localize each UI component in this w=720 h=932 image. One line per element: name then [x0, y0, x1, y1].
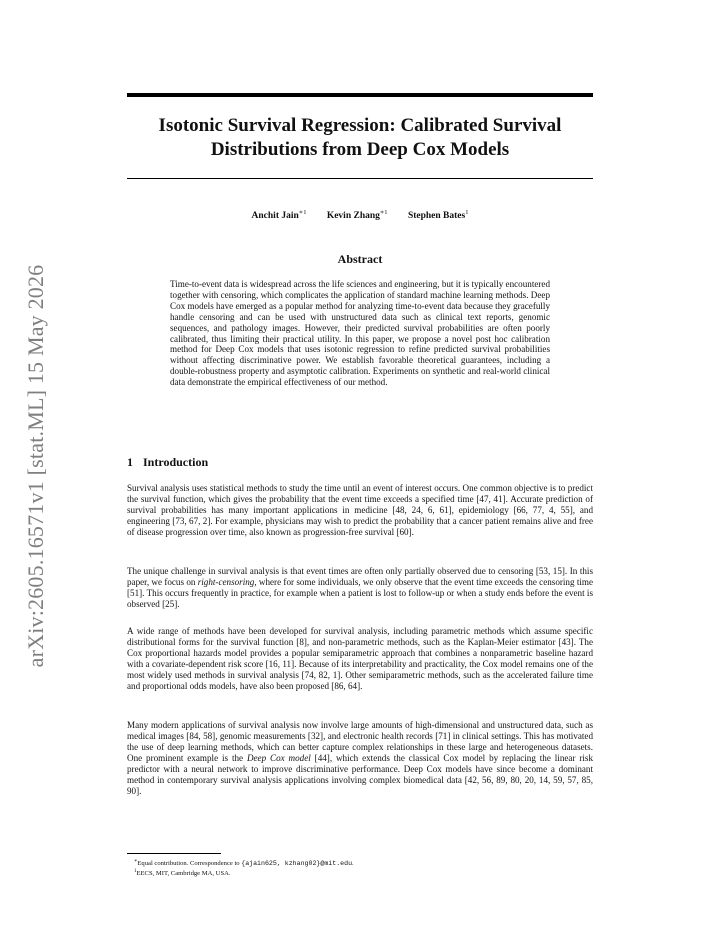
author-2-mark: ∗1	[379, 209, 388, 216]
author-1-name: Anchit Jain	[251, 211, 299, 222]
title-top-rule	[127, 93, 593, 97]
author-list	[127, 208, 593, 221]
p4-emphasis: Deep Cox model	[246, 753, 311, 763]
author-3-mark: 1	[465, 209, 469, 216]
footnote-2-mark: 1	[134, 869, 137, 874]
title-bottom-rule	[127, 178, 593, 179]
author-2-name: Kevin Zhang	[326, 211, 380, 222]
p4-text-a: Many modern applications of survival analysis now involve large amounts of high-dimensional and unstructured data, such as medical images [84, 58], genomic measurements [32], and electronic health records [71] in clinical settings. This has motivated the use of deep learning methods, which can better capture complex relationships in these large and heterogeneous datasets. One prominent example is the	[127, 720, 593, 763]
section-heading	[127, 455, 208, 470]
section-title: Introduction	[143, 455, 209, 469]
footnote-2-text: EECS, MIT, Cambridge MA, USA.	[136, 870, 231, 878]
section-number: 1	[127, 455, 133, 469]
footnote-1-text: Equal contribution. Correspondence to	[137, 860, 242, 868]
abstract-body: Time-to-event data is widespread across the life sciences and engineering, but it is typically encountered together with censoring, which complicates the application of standard machine learning methods. Deep Cox models have emerged as a popular method for analyzing time-to-event data because they gracefully handle censoring and can be used with unstructured data such as clinical text reports, genomic sequences, and pathology images. However, their predicted survival probabilities are often poorly calibrated, thus limiting their practical utility. In this paper, we propose a novel post hoc calibration method for Deep Cox models that uses isotonic regression to refine predicted survival probabilities without affecting discriminative power. We establish favorable theoretical guarantees, including a double-robustness property and asymptotic calibration. Experiments on synthetic and real-world clinical data demonstrate the empirical effectiveness of our method.	[170, 279, 550, 388]
title-line-2: Distributions from Deep Cox Models	[210, 139, 510, 160]
arxiv-side-stamp: arXiv:2605.16571v1 [stat.ML] 15 May 2026	[23, 264, 48, 668]
intro-paragraph-2	[127, 566, 593, 610]
author-1	[252, 211, 307, 221]
author-1-mark: ∗1	[298, 209, 307, 216]
p2-emphasis: right-censoring	[197, 577, 255, 587]
footnote-2	[134, 868, 231, 878]
footnote-1-mark: ∗	[134, 859, 138, 864]
paper-title	[127, 114, 593, 162]
footnote-1	[134, 858, 354, 868]
footnote-1-email[interactable]: {ajain625, kzhang02}@mit.edu	[241, 860, 353, 868]
author-2	[327, 211, 388, 221]
intro-paragraph-3: A wide range of methods have been developed for survival analysis, including parametric methods which assume specific distributional forms for the survival function [8], and non-parametric methods, such as the Kaplan-Meier estimator [43]. The Cox proportional hazards model provides a popular semiparametric approach that combines a nonparametric baseline hazard with a covariate-dependent risk score [16, 11]. Because of its interpretability and practicality, the Cox model remains one of the most widely used methods in survival analysis [74, 82, 1]. Other semiparametric methods, such as the accelerated failure time and proportional odds models, have also been proposed [86, 64].	[127, 626, 593, 691]
intro-paragraph-1: Survival analysis uses statistical methods to study the time until an event of interest occurs. One common objective is to predict the survival function, which gives the probability that the event time exceeds a specified time [47, 41]. Accurate prediction of survival probabilities has many important applications in medicine [48, 24, 6, 61], epidemiology [66, 77, 4, 55], and engineering [73, 67, 2]. For example, physicians may wish to predict the probability that a cancer patient remains alive and free of disease progression over time, also known as progression-free survival [60].	[127, 483, 593, 537]
p2-text-b: , where for some individuals, we only observe that the event time exceeds the censoring time [51]. This occurs frequently in practice, for example when a patient is lost to follow-up or when a study ends before the event is observed [25].	[127, 577, 593, 609]
footnote-1-end: .	[352, 860, 354, 868]
intro-paragraph-4	[127, 720, 593, 797]
abstract-heading: Abstract	[337, 252, 383, 266]
title-line-1: Isotonic Survival Regression: Calibrated Survival	[158, 115, 562, 136]
author-3-name: Stephen Bates	[407, 211, 466, 222]
author-3	[408, 211, 469, 221]
p2-text-a: The unique challenge in survival analysis is that event times are often only partially observed due to censoring [53, 15]. In this paper, we focus on	[127, 566, 593, 587]
p4-text-b: [44], which extends the classical Cox model by replacing the linear risk predictor with a neural network to improve discriminative performance. Deep Cox models have since become a dominant method in contemporary survival analysis applications involving complex biomedical data [42, 56, 89, 80, 20, 14, 59, 57, 85, 90].	[127, 753, 594, 796]
footnote-rule	[127, 853, 221, 854]
